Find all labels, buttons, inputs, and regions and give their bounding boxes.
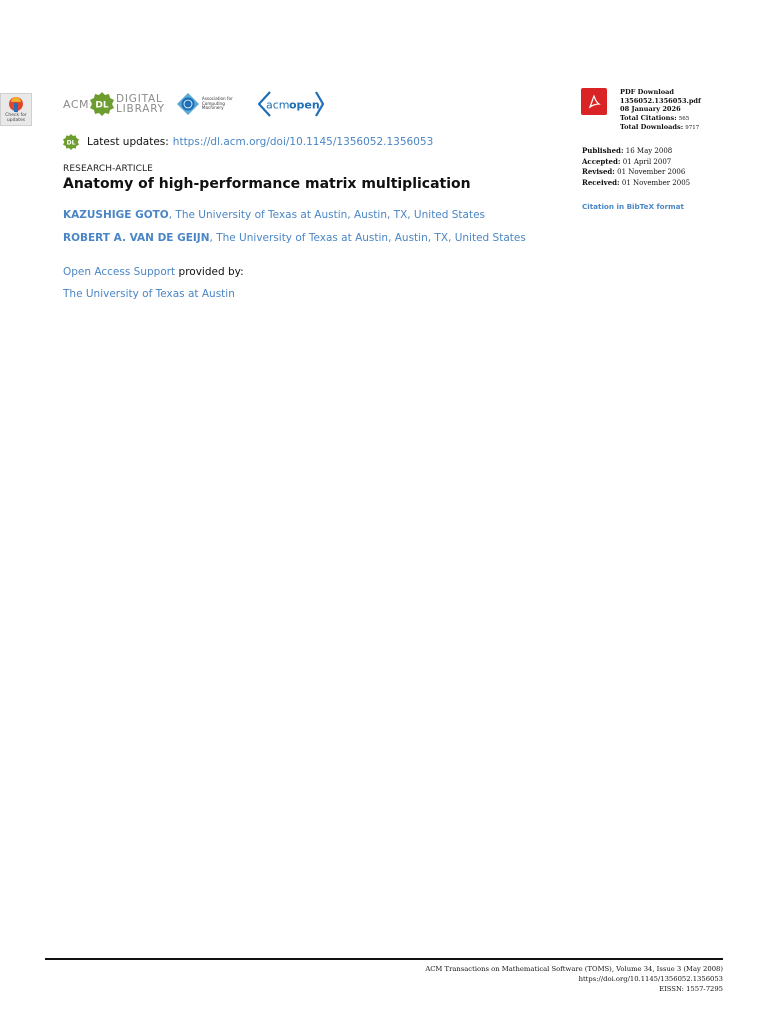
- open-access-support-link[interactable]: Open Access Support: [63, 266, 176, 278]
- acm-open-logo[interactable]: [258, 91, 324, 117]
- dl-gear-icon: [90, 92, 114, 116]
- dl-line-digital: DIGITAL: [116, 92, 163, 105]
- publisher-logos: [63, 90, 324, 118]
- open-access-row: [63, 266, 244, 278]
- total-citations-value: 565: [678, 115, 690, 122]
- pdf-date: 08 January 2026: [620, 105, 681, 113]
- acm-association-text: Association for Computing Machinery: [201, 96, 233, 111]
- crossmark-icon: [8, 96, 24, 113]
- accepted-date: 01 April 2007: [622, 157, 672, 166]
- accepted-label: Accepted:: [582, 156, 621, 166]
- acm-open-acm-text: acm: [265, 98, 290, 112]
- author-row: [63, 232, 526, 244]
- digital-library-text: [116, 94, 165, 115]
- latest-updates-row: [63, 134, 433, 150]
- pdf-icon[interactable]: [581, 88, 607, 115]
- revised-label: Revised:: [582, 167, 615, 177]
- pdf-download-title[interactable]: PDF Download: [620, 88, 675, 96]
- total-downloads-label: Total Downloads:: [620, 123, 684, 131]
- revised-date: 01 November 2006: [617, 168, 686, 177]
- open-access-provided-text: provided by:: [175, 266, 244, 278]
- pdf-download-block: [581, 88, 701, 133]
- acrobat-icon: [586, 94, 602, 110]
- author-affiliation[interactable]: , The University of Texas at Austin, Austin, TX, United States: [209, 232, 526, 244]
- dl-badge-text: DL: [95, 100, 109, 111]
- open-access-institution-link[interactable]: The University of Texas at Austin: [63, 288, 235, 300]
- dl-line-library: LIBRARY: [116, 103, 165, 115]
- latest-updates-label: Latest updates:: [87, 136, 169, 148]
- article-type: RESEARCH-ARTICLE: [63, 164, 153, 174]
- received-date: 01 November 2005: [621, 179, 691, 188]
- pdf-filename: 1356052.1356053.pdf: [620, 96, 701, 105]
- acm-dl-acm-text: ACM: [63, 97, 90, 111]
- footer-journal: ACM Transactions on Mathematical Software (TOMS), Volume 34, Issue 3 (May 2008): [425, 965, 723, 973]
- article-title: Anatomy of high-performance matrix multiplication: [63, 176, 471, 192]
- check-for-updates-badge[interactable]: [0, 93, 32, 126]
- dl-small-badge-text: DL: [66, 139, 76, 147]
- acm-open-open-text: open: [288, 98, 320, 112]
- publication-dates: [582, 146, 690, 189]
- footer-rule: [45, 958, 723, 960]
- author-name-link[interactable]: KAZUSHIGE GOTO: [63, 209, 169, 221]
- latest-updates-link[interactable]: https://dl.acm.org/doi/10.1145/1356052.1356053: [172, 136, 434, 148]
- acm-digital-library-logo[interactable]: [63, 92, 165, 116]
- footer-doi[interactable]: https://doi.org/10.1145/1356052.1356053: [578, 974, 723, 983]
- bibtex-citation-link[interactable]: Citation in BibTeX format: [582, 202, 684, 211]
- dl-small-gear-icon: [63, 134, 79, 150]
- footer-citation: [425, 965, 723, 994]
- pdf-info: [620, 88, 701, 133]
- check-for-updates-label: Check for updates: [5, 113, 27, 123]
- published-date: 16 May 2008: [625, 147, 673, 155]
- author-name-link[interactable]: ROBERT A. VAN DE GEIJN: [63, 232, 210, 244]
- total-downloads-value: 9717: [685, 125, 700, 131]
- author-row: [63, 209, 485, 221]
- received-label: Received:: [582, 178, 620, 188]
- published-label: Published:: [582, 146, 624, 155]
- acm-association-logo[interactable]: [177, 93, 248, 115]
- author-affiliation[interactable]: , The University of Texas at Austin, Austin, TX, United States: [168, 209, 486, 221]
- acm-seal-icon: [177, 93, 199, 115]
- footer-eissn: EISSN: 1557-7295: [659, 984, 723, 993]
- total-citations-label: Total Citations:: [620, 113, 677, 122]
- acm-open-mark-icon: [258, 91, 324, 117]
